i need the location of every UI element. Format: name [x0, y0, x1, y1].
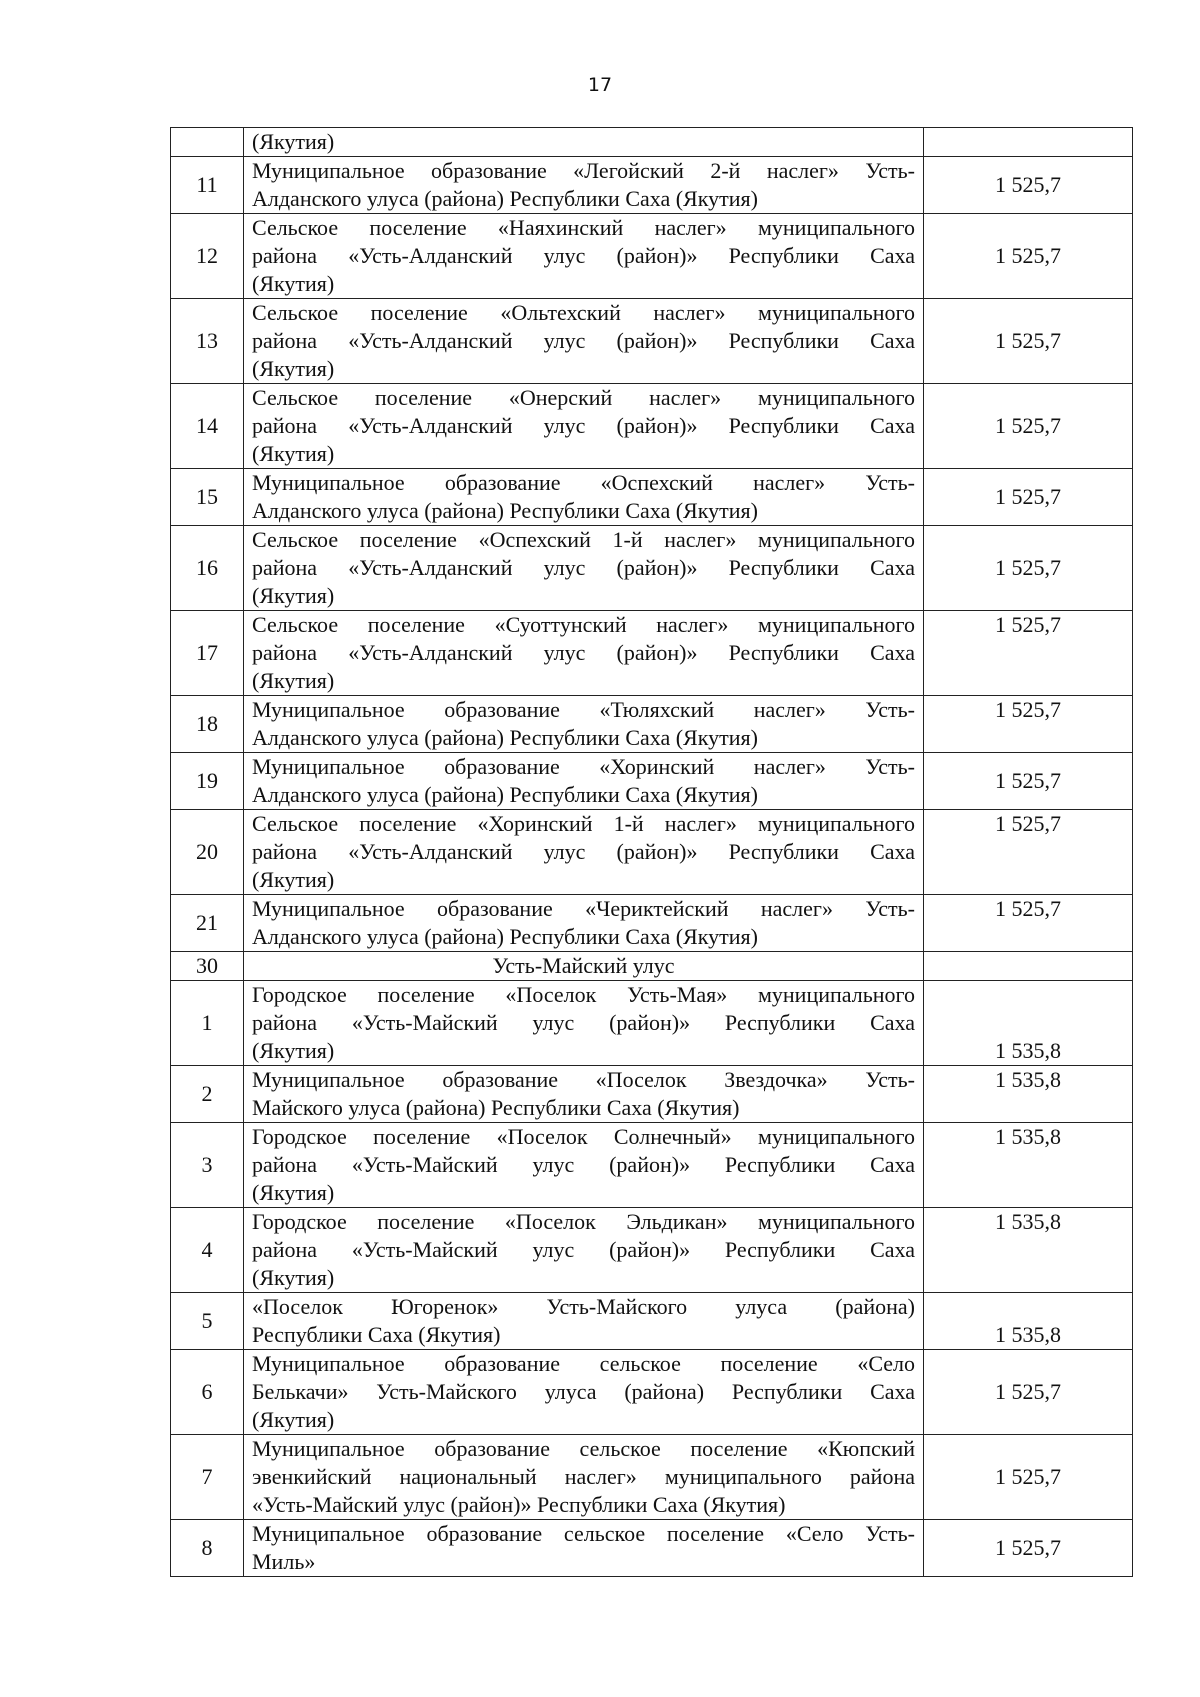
table-row — [171, 1435, 1133, 1520]
name-line: Муниципальное образование «Хоринский наслег» Усть- — [252, 754, 915, 779]
name-line: (Якутия) — [252, 668, 335, 693]
table-row — [171, 469, 1133, 526]
name-line: Муниципальное образование сельское поселение «Кюпский — [252, 1436, 915, 1461]
municipality-name — [244, 1123, 924, 1208]
municipality-name — [244, 810, 924, 895]
name-line: Муниципальное образование сельское поселение «Село Усть- — [252, 1521, 915, 1546]
amount-cell — [924, 952, 1133, 981]
row-number: 11 — [171, 157, 244, 214]
table-row — [171, 214, 1133, 299]
amount-cell: 1 525,7 — [924, 1435, 1133, 1520]
amount-cell: 1 525,7 — [924, 810, 1133, 895]
table-row — [171, 1350, 1133, 1435]
row-number: 18 — [171, 696, 244, 753]
name-line: (Якутия) — [252, 1407, 335, 1432]
name-line: Городское поселение «Поселок Эльдикан» муниципального — [252, 1209, 915, 1234]
row-number: 21 — [171, 895, 244, 952]
allocation-table — [170, 127, 1133, 1577]
amount-cell: 1 525,7 — [924, 1350, 1133, 1435]
name-line: Сельское поселение «Наяхинский наслег» муниципального — [252, 215, 915, 240]
name-line: (Якутия) — [252, 867, 335, 892]
table-row — [171, 526, 1133, 611]
row-number — [171, 128, 244, 157]
row-number: 2 — [171, 1066, 244, 1123]
amount-cell: 1 525,7 — [924, 299, 1133, 384]
row-number: 17 — [171, 611, 244, 696]
row-number: 30 — [171, 952, 244, 981]
name-line: Республики Саха (Якутия) — [252, 1322, 501, 1347]
row-number: 3 — [171, 1123, 244, 1208]
name-line: района «Усть-Майский улус (район)» Республики Саха — [252, 1010, 915, 1035]
municipality-name — [244, 981, 924, 1066]
amount-cell: 1 535,8 — [924, 981, 1133, 1066]
name-line: (Якутия) — [252, 129, 335, 154]
name-line: Муниципальное образование «Поселок Звездочка» Усть- — [252, 1067, 915, 1092]
table-row — [171, 981, 1133, 1066]
table-row — [171, 157, 1133, 214]
row-number: 1 — [171, 981, 244, 1066]
name-line: Майского улуса (района) Республики Саха (Якутия) — [252, 1095, 740, 1120]
amount-cell: 1 535,8 — [924, 1293, 1133, 1350]
amount-cell: 1 525,7 — [924, 157, 1133, 214]
municipality-name — [244, 469, 924, 526]
name-line: Миль» — [252, 1549, 316, 1574]
table-row — [171, 128, 1133, 157]
page-number: 17 — [587, 74, 613, 96]
municipality-name — [244, 1066, 924, 1123]
name-line: Алданского улуса (района) Республики Саха (Якутия) — [252, 498, 758, 523]
row-number: 4 — [171, 1208, 244, 1293]
amount-cell: 1 535,8 — [924, 1123, 1133, 1208]
table-row — [171, 1066, 1133, 1123]
name-line: (Якутия) — [252, 356, 335, 381]
table-row — [171, 1520, 1133, 1577]
municipality-name — [244, 1350, 924, 1435]
amount-cell: 1 525,7 — [924, 1520, 1133, 1577]
name-line: (Якутия) — [252, 1265, 335, 1290]
name-line: (Якутия) — [252, 271, 335, 296]
name-line: района «Усть-Майский улус (район)» Республики Саха — [252, 1152, 915, 1177]
name-line: Алданского улуса (района) Республики Саха (Якутия) — [252, 725, 758, 750]
municipality-name — [244, 299, 924, 384]
section-title — [244, 952, 924, 981]
name-line: Алданского улуса (района) Республики Саха (Якутия) — [252, 782, 758, 807]
row-number: 5 — [171, 1293, 244, 1350]
name-line: Муниципальное образование «Легойский 2-й наслег» Усть- — [252, 158, 915, 183]
table-row — [171, 895, 1133, 952]
amount-cell: 1 525,7 — [924, 611, 1133, 696]
amount-cell: 1 525,7 — [924, 895, 1133, 952]
table-row — [171, 299, 1133, 384]
name-line: района «Усть-Алданский улус (район)» Республики Саха — [252, 243, 915, 268]
row-number: 19 — [171, 753, 244, 810]
row-number: 13 — [171, 299, 244, 384]
table-body — [171, 128, 1133, 1577]
name-line: района «Усть-Алданский улус (район)» Республики Саха — [252, 839, 915, 864]
row-number: 14 — [171, 384, 244, 469]
name-line: Белькачи» Усть-Майского улуса (района) Республики Саха — [252, 1379, 915, 1404]
municipality-name — [244, 214, 924, 299]
row-number: 15 — [171, 469, 244, 526]
section-row — [171, 952, 1133, 981]
municipality-name — [244, 1208, 924, 1293]
table-row — [171, 696, 1133, 753]
row-number: 7 — [171, 1435, 244, 1520]
name-line: Городское поселение «Поселок Солнечный» муниципального — [252, 1124, 915, 1149]
municipality-name — [244, 1293, 924, 1350]
municipality-name — [244, 157, 924, 214]
name-line: Сельское поселение «Онерский наслег» муниципального — [252, 385, 915, 410]
municipality-name — [244, 1520, 924, 1577]
table-row — [171, 810, 1133, 895]
municipality-name — [244, 895, 924, 952]
name-line: Алданского улуса (района) Республики Саха (Якутия) — [252, 924, 758, 949]
municipality-name — [244, 696, 924, 753]
row-number: 12 — [171, 214, 244, 299]
table-row — [171, 1293, 1133, 1350]
name-line: (Якутия) — [252, 1180, 335, 1205]
name-line: района «Усть-Алданский улус (район)» Республики Саха — [252, 413, 915, 438]
name-line: Сельское поселение «Суоттунский наслег» муниципального — [252, 612, 915, 637]
row-number: 6 — [171, 1350, 244, 1435]
amount-cell: 1 535,8 — [924, 1208, 1133, 1293]
municipality-name — [244, 128, 924, 157]
name-line: района «Усть-Алданский улус (район)» Республики Саха — [252, 328, 915, 353]
name-line: Усть-Майский улус — [492, 953, 675, 978]
name-line: Городское поселение «Поселок Усть-Мая» муниципального — [252, 982, 915, 1007]
table-row — [171, 1123, 1133, 1208]
table-row — [171, 753, 1133, 810]
name-line: района «Усть-Алданский улус (район)» Республики Саха — [252, 640, 915, 665]
amount-cell: 1 525,7 — [924, 696, 1133, 753]
amount-cell: 1 525,7 — [924, 384, 1133, 469]
name-line: Сельское поселение «Оспехский 1-й наслег» муниципального — [252, 527, 915, 552]
name-line: Сельское поселение «Ольтехский наслег» муниципального — [252, 300, 915, 325]
amount-cell — [924, 128, 1133, 157]
name-line: Сельское поселение «Хоринский 1-й наслег» муниципального — [252, 811, 915, 836]
table-row — [171, 384, 1133, 469]
municipality-name — [244, 384, 924, 469]
name-line: эвенкийский национальный наслег» муниципального района — [252, 1464, 915, 1489]
table-row — [171, 1208, 1133, 1293]
amount-cell: 1 525,7 — [924, 753, 1133, 810]
municipality-name — [244, 526, 924, 611]
name-line: (Якутия) — [252, 1038, 335, 1063]
amount-cell: 1 535,8 — [924, 1066, 1133, 1123]
name-line: Муниципальное образование «Оспехский наслег» Усть- — [252, 470, 915, 495]
name-line: Алданского улуса (района) Республики Саха (Якутия) — [252, 186, 758, 211]
name-line: района «Усть-Майский улус (район)» Республики Саха — [252, 1237, 915, 1262]
name-line: «Поселок Югоренок» Усть-Майского улуса (района) — [252, 1294, 915, 1319]
name-line: (Якутия) — [252, 583, 335, 608]
name-line: района «Усть-Алданский улус (район)» Республики Саха — [252, 555, 915, 580]
amount-cell: 1 525,7 — [924, 469, 1133, 526]
name-line: «Усть-Майский улус (район)» Республики Саха (Якутия) — [252, 1492, 786, 1517]
table-row — [171, 611, 1133, 696]
name-line: Муниципальное образование сельское поселение «Село — [252, 1351, 915, 1376]
amount-cell: 1 525,7 — [924, 526, 1133, 611]
municipality-name — [244, 753, 924, 810]
row-number: 8 — [171, 1520, 244, 1577]
row-number: 20 — [171, 810, 244, 895]
name-line: (Якутия) — [252, 441, 335, 466]
amount-cell: 1 525,7 — [924, 214, 1133, 299]
name-line: Муниципальное образование «Чериктейский наслег» Усть- — [252, 896, 915, 921]
row-number: 16 — [171, 526, 244, 611]
municipality-name — [244, 611, 924, 696]
name-line: Муниципальное образование «Тюляхский наслег» Усть- — [252, 697, 915, 722]
municipality-name — [244, 1435, 924, 1520]
